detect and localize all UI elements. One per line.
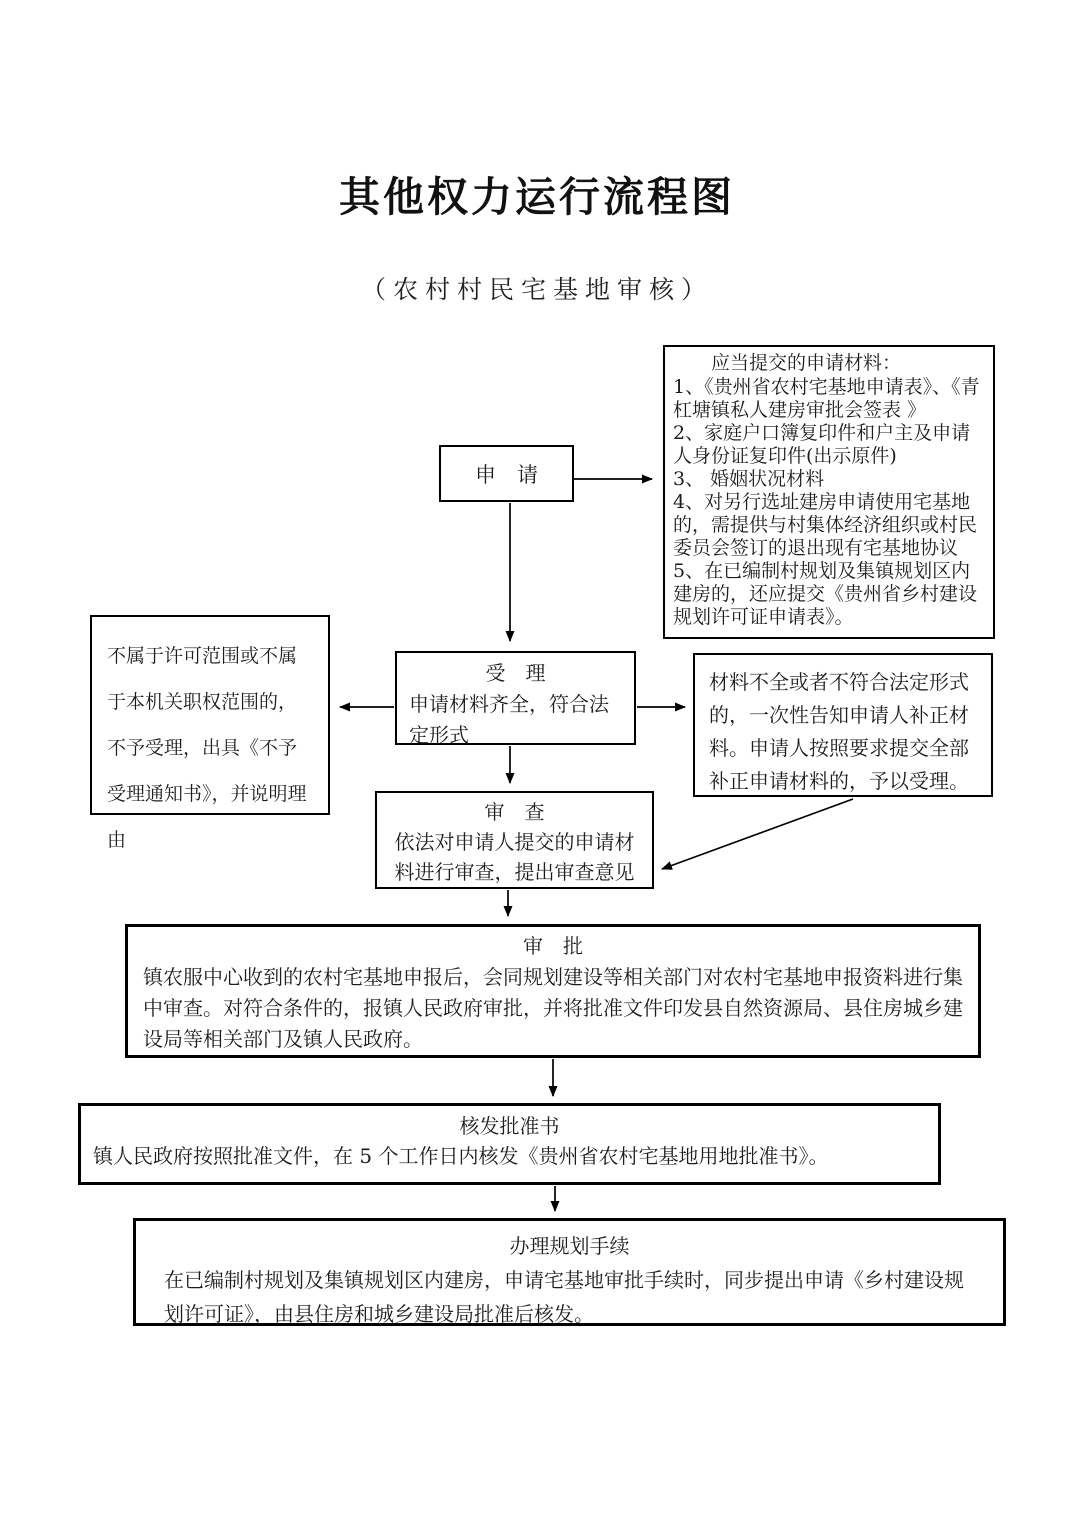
materials-item: 2、家庭户口簿复印件和户主及申请人身份证复印件(出示原件) (673, 422, 971, 467)
reject-body: 不属于许可范围或不属于本机关职权范围的，不予受理，出具《不予受理通知书》，并说明理由 (107, 645, 307, 851)
page-subtitle: （农村村民宅基地审核） (360, 275, 713, 304)
supplement-body: 材料不全或者不符合法定形式的，一次性告知申请人补正材料。申请人按照要求提交全部补正申请材料的，予以受理。 (709, 670, 969, 793)
planning-body: 在已编制村规划及集镇规划区内建房，申请宅基地审批手续时，同步提出申请《乡村建设规划许可证》，由县住房和城乡建设局批准后核发。 (164, 1268, 964, 1326)
apply-box (439, 445, 574, 502)
materials-item: 1、《贵州省农村宅基地申请表》、《青杠塘镇私人建房审批会签表 》 (673, 376, 980, 421)
materials-item: 5、在已编制村规划及集镇规划区内建房的，还应提交《贵州省乡村建设规划许可证申请表》。 (673, 560, 978, 628)
planning-box (133, 1218, 1006, 1326)
materials-header: 应当提交的申请材料： (711, 352, 902, 374)
planning-title: 办理规划手续 (509, 1234, 630, 1258)
page-title: 其他权力运行流程图 (339, 173, 735, 221)
issue-body: 镇人民政府按照批准文件，在 5 个工作日内核发《贵州省农村宅基地用地批准书》。 (93, 1144, 829, 1168)
issue-box (78, 1103, 941, 1185)
review-title: 审 查 (484, 800, 545, 824)
approve-title: 审 批 (523, 934, 583, 958)
supplement-box (693, 653, 993, 797)
review-body: 依法对申请人提交的申请材料进行审查，提出审查意见 (394, 830, 635, 884)
approve-box (125, 924, 981, 1058)
review-box (375, 791, 654, 889)
approve-body: 镇农服中心收到的农村宅基地申报后，会同规划建设等相关部门对农村宅基地申报资料进行集中审查。对符合条件的，报镇人民政府审批，并将批准文件印发县自然资源局、县住房城乡建设局等相关部门及镇人民政府。 (143, 965, 963, 1051)
materials-note-box (663, 345, 995, 639)
accept-body: 申请材料齐全，符合法定形式 (409, 692, 609, 747)
arrow-supplement-to-review (662, 799, 853, 869)
apply-label: 申 请 (475, 462, 538, 487)
accept-box (395, 651, 636, 745)
accept-title: 受 理 (485, 661, 546, 685)
reject-box (90, 615, 330, 851)
materials-item: 3、 婚姻状况材料 (673, 468, 825, 490)
issue-title: 核发批准书 (459, 1114, 560, 1138)
materials-item: 4、对另行选址建房申请使用宅基地的，需提供与村集体经济组织或村民委员会签订的退出现有宅基地协议 (673, 491, 978, 559)
